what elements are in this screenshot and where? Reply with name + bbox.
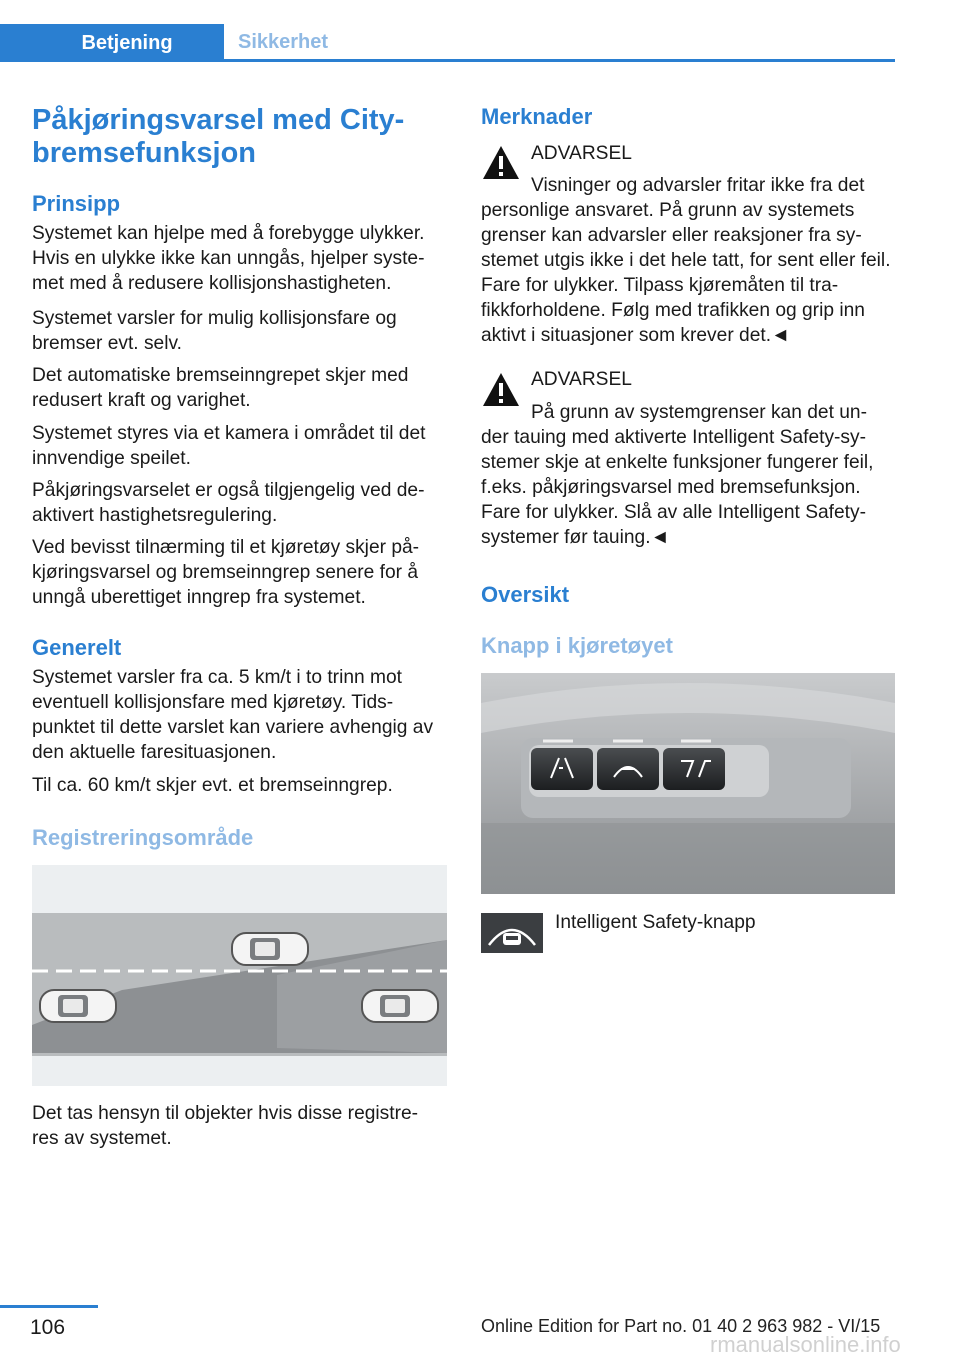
notes-heading: Merknader — [481, 104, 593, 129]
principle-paragraph-5: Påkjøringsvarselet er også tilgjengelig ved de-aktivert hastighetsregulering. — [32, 480, 425, 526]
footer-rule — [0, 1305, 98, 1308]
button-panel-photo — [481, 673, 895, 894]
warning-2-text: På grunn av systemgrenser kan det un-der tauing med aktiverte Intelligent Safety-sy-stemer skje at enkelte funksjoner fungerer feil, f.eks. påkjøringsvarsel med bremsefunksjon. Fare for ulykker. Slå av alle Intelligent Safety-systemer før tauing.◄ — [481, 402, 874, 548]
principle-paragraph-2: Systemet varsler for mulig kollisjonsfare og bremser evt. selv. — [32, 308, 397, 354]
tab-sikkerhet[interactable]: Sikkerhet — [238, 30, 329, 53]
car-in-lane-icon — [481, 913, 543, 953]
edition-text: Online Edition for Part no. 01 40 2 963 982 - VI/15 — [481, 1316, 881, 1336]
principle-paragraph-4: Systemet styres via et kamera i området til det innvendige speilet. — [32, 423, 426, 469]
detection-range-figure — [32, 865, 447, 1086]
warning-2-label: ADVARSEL — [531, 369, 632, 390]
chapter-tabs — [0, 0, 895, 62]
page-number: 106 — [30, 1316, 66, 1339]
page-title-line2: bremsefunksjon — [32, 137, 256, 169]
range-heading: Registreringsområde — [32, 825, 254, 850]
button-heading: Knapp i kjøretøyet — [481, 633, 673, 658]
warning-1-label: ADVARSEL — [531, 143, 632, 164]
tab-betjening[interactable]: Betjening — [0, 24, 224, 62]
button-caption: Intelligent Safety-knapp — [555, 912, 756, 933]
warning-1-text: Visninger og advarsler fritar ikke fra det personlige ansvaret. På grunn av systemets grenser kan advarsler eller reaksjoner fra sy-stemet utgis ikke i det hele tatt, for sent eller feil. Fare for ulykker. Tilpass kjøremåten til tra-fikkforholdene. Følg med trafikken og grip inn aktivt i situasjoner som krever det.◄ — [481, 175, 891, 346]
overview-heading: Oversikt — [481, 582, 570, 607]
car-own-icon — [40, 990, 116, 1022]
car-ahead-icon — [232, 933, 308, 965]
other-assist-button — [663, 748, 725, 790]
principle-paragraph-3: Det automatiske bremseinngrepet skjer med redusert kraft og varighet. — [32, 365, 409, 411]
car-in-range-icon — [362, 990, 438, 1022]
principle-paragraph-6: Ved bevisst tilnærming til et kjøretøy skjer på-kjøringsvarsel og bremseinngrep senere for å unngå uberettiget inngrep fra systemet. — [32, 537, 420, 608]
watermark: rmanualsonline.info — [710, 1332, 901, 1357]
principle-paragraph-1: Systemet kan hjelpe med å forebygge ulykker. Hvis en ulykke ikke kan unngås, hjelper syste-met med å redusere kollisjonshastigheten. — [32, 223, 425, 294]
general-heading: Generelt — [32, 635, 122, 660]
principle-heading: Prinsipp — [32, 191, 121, 216]
button-panel-figure — [481, 673, 895, 894]
general-paragraph-2: Til ca. 60 km/t skjer evt. et bremseinngrep. — [32, 775, 393, 796]
road-illustration — [32, 865, 447, 1086]
general-paragraph-1: Systemet varsler fra ca. 5 km/t i to trinn mot eventuell kollisjonsfare med kjøretøy. Tids-punktet til dette varslet kan variere avhengig av den aktuelle faresituasjonen. — [32, 667, 434, 763]
header-rule — [0, 59, 895, 62]
page-title-line1: Påkjøringsvarsel med City- — [32, 104, 405, 136]
range-caption: Det tas hensyn til objekter hvis disse registre-res av systemet. — [32, 1103, 419, 1149]
